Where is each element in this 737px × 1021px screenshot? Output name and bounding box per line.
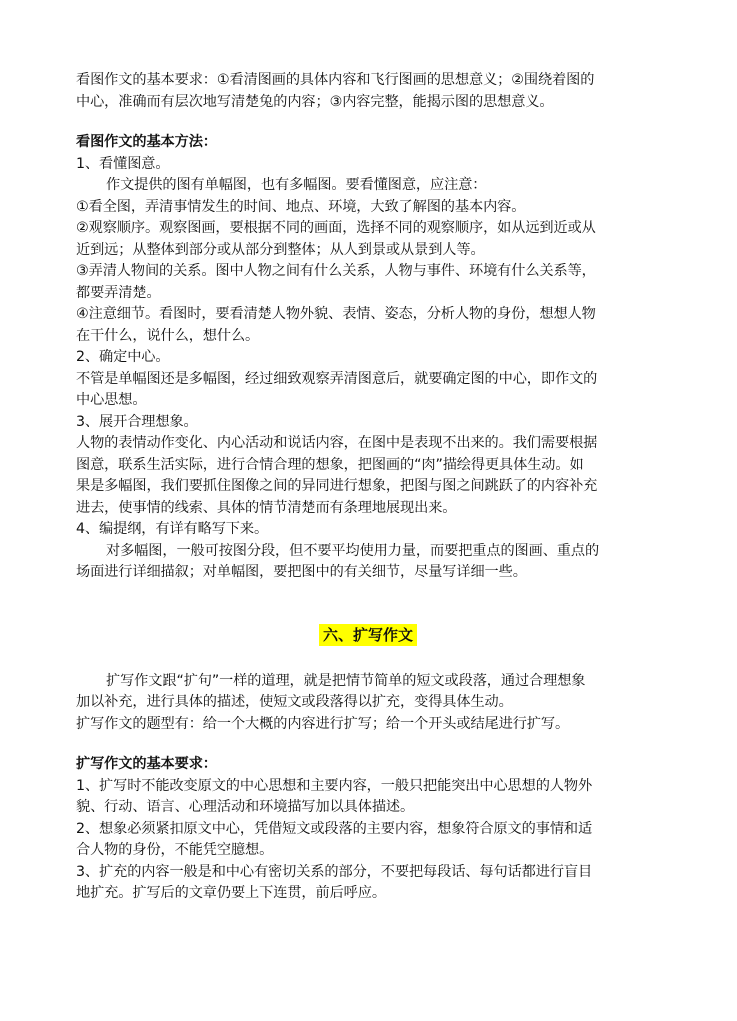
step3-line-1: 人物的表情动作变化、内心活动和说话内容，在图中是表现不出来的。我们需要根据 <box>76 435 598 451</box>
step2-line-1: 不管是单幅图还是多幅图，经过细致观察弄清图意后，就要确定图的中心，即作文的 <box>76 370 598 387</box>
req3-line-1: 3、扩充的内容一般是和中心有密切关系的部分，不要把每段话、每句话都进行盲目 <box>76 863 593 880</box>
step3-line-4: 进去，使事情的线索、具体的情节清楚而有条理地展现出来。 <box>76 499 457 516</box>
def-line-2: 加以补充，进行具体的描述，使短文或段落得以扩充，变得具体生动。 <box>76 694 513 710</box>
step3-line-2: 图意，联系生活实际，进行合情合理的想象，把图画的“肉”描绘得更具体生动。如 <box>76 456 584 473</box>
section-title-row <box>76 622 666 652</box>
step4-line-1: 对多幅图，一般可按图分段，但不要平均使用力量，而要把重点的图画、重点的 <box>106 542 600 559</box>
intro-line-1: 看图作文的基本要求：①看清图画的具体内容和飞行图画的思想意义；②围绕着图的 <box>76 72 595 88</box>
spacer <box>76 735 666 754</box>
req1-line-2: 貌、行动、语言、心理活动和环境描写加以具体描述。 <box>76 799 415 815</box>
point4-line-1: ④注意细节。看图时，要看清楚人物外貌、表情、姿态，分析人物的身份，想想人物 <box>76 306 596 322</box>
point1: ①看全图，弄清事情发生的时间、地点、环境，大致了解图的基本内容。 <box>76 198 526 215</box>
step2-title: 2、确定中心。 <box>76 349 170 365</box>
step1-title: 1、看懂图意。 <box>76 155 170 172</box>
req3-line-2: 地扩充。扩写后的文章仍要上下连贯，前后呼应。 <box>76 885 386 901</box>
point2-line-1: ②观察顺序。观察图画，要根据不同的画面，选择不同的观察顺序，如从远到近或从 <box>76 220 596 236</box>
step2-line-2: 中心思想。 <box>76 392 147 408</box>
spacer <box>76 584 666 622</box>
step3-line-3: 果是多幅图，我们要抓住图像之间的异同进行想象，把图与图之间跳跃了的内容补充 <box>76 478 598 494</box>
step4-line-2: 场面进行详细描叙；对单幅图，要把图中的有关细节，尽量写详细一些。 <box>76 564 527 580</box>
req2-line-2: 合人物的身份，不能凭空臆想。 <box>76 842 274 858</box>
req1-line-1: 1、扩写时不能改变原文的中心思想和主要内容，一般只把能突出中心思想的人物外 <box>76 777 593 794</box>
point2-line-2: 近到远；从整体到部分或从部分到整体；从人到景或从景到人等。 <box>76 241 485 258</box>
spacer <box>76 652 666 671</box>
step3-title: 3、展开合理想象。 <box>76 413 198 430</box>
types-line: 扩写作文的题型有：给一个大概的内容进行扩写；给一个开头或结尾进行扩写。 <box>76 715 570 732</box>
document-page <box>76 70 666 905</box>
req-heading: 扩写作文的基本要求： <box>76 756 217 772</box>
step1-desc: 作文提供的图有单幅图，也有多幅图。要看懂图意，应注意： <box>106 177 487 193</box>
step4-title: 4、编提纲，有详有略写下来。 <box>76 521 269 537</box>
point3-line-2: 都要弄清楚。 <box>76 284 161 301</box>
point4-line-2: 在干什么，说什么，想什么。 <box>76 327 260 344</box>
def-line-1: 扩写作文跟“扩句”一样的道理，就是把情节简单的短文或段落，通过合理想象 <box>106 672 586 689</box>
req2-line-1: 2、想象必须紧扣原文中心，凭借短文或段落的主要内容，想象符合原文的事情和适 <box>76 820 593 837</box>
section-title: 六、扩写作文 <box>319 624 417 646</box>
spacer <box>76 113 666 132</box>
point3-line-1: ③弄清人物间的关系。图中人物之间有什么关系，人物与事件、环境有什么关系等， <box>76 263 596 279</box>
method-heading: 看图作文的基本方法： <box>76 134 217 150</box>
intro-line-2: 中心，准确而有层次地写清楚兔的内容；③内容完整，能揭示图的思想意义。 <box>76 93 554 110</box>
